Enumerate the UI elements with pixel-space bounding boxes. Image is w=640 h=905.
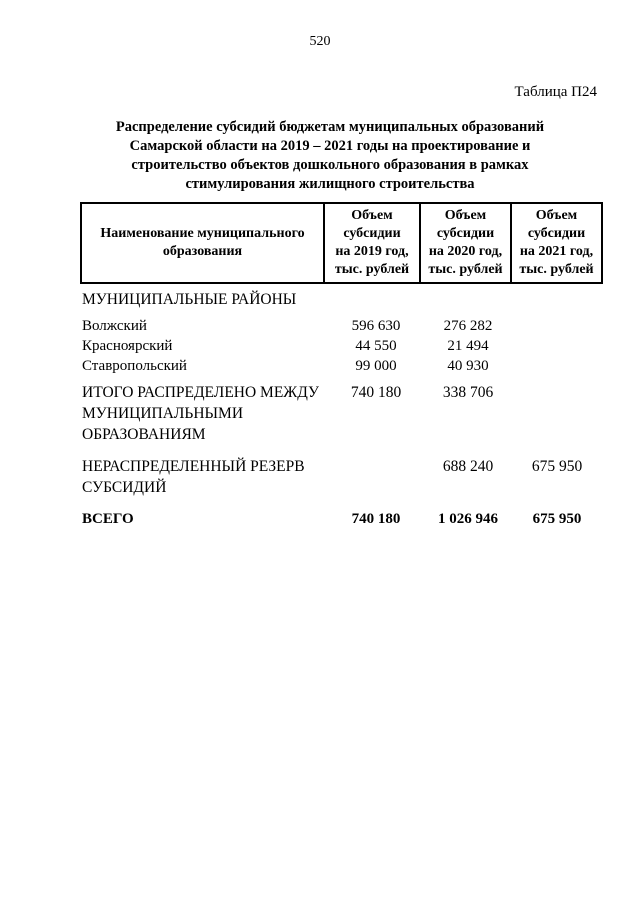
value-2020: 21 494 xyxy=(447,338,489,354)
page-number: 520 xyxy=(309,34,331,49)
row-name-line: ИТОГО РАСПРЕДЕЛЕНО МЕЖДУ xyxy=(82,384,319,401)
header-2021-column xyxy=(512,204,601,282)
header-text: субсидии xyxy=(343,226,401,241)
header-name-column xyxy=(82,204,325,282)
header-text: на 2019 год, xyxy=(335,244,409,259)
title-line: Самарской области на 2019 – 2021 годы на проектирование и xyxy=(129,138,531,154)
header-text: тыс. рублей xyxy=(519,262,594,277)
row-name: ВСЕГО xyxy=(82,511,134,527)
row-name xyxy=(82,456,332,498)
row-name-line: НЕРАСПРЕДЕЛЕННЫЙ РЕЗЕРВ xyxy=(82,458,305,475)
value-2020: 276 282 xyxy=(443,318,493,334)
row-name-line: СУБСИДИЙ xyxy=(82,479,167,496)
header-2019-column xyxy=(325,204,421,282)
value-2020: 338 706 xyxy=(442,384,494,401)
value-2019: 740 180 xyxy=(350,384,402,401)
header-text: на 2020 год, xyxy=(428,244,503,259)
row-name xyxy=(82,382,332,445)
header-text: субсидии xyxy=(527,226,586,241)
table-label: Таблица П24 xyxy=(514,84,597,100)
row-name-line: МУНИЦИПАЛЬНЫМИ xyxy=(82,405,244,422)
header-text: образования xyxy=(162,244,243,259)
row-name: Красноярский xyxy=(82,338,173,354)
value-2020: 688 240 xyxy=(442,458,494,475)
document-title xyxy=(80,118,580,194)
row-name: Ставропольский xyxy=(82,358,187,374)
header-text: субсидии xyxy=(436,226,495,241)
value-2021: 675 950 xyxy=(532,511,582,527)
header-text: Объем xyxy=(535,208,578,223)
title-line: Распределение субсидий бюджетам муниципальных образований xyxy=(115,119,545,135)
header-text: тыс. рублей xyxy=(428,262,503,277)
value-2020: 1 026 946 xyxy=(438,511,498,527)
header-2020-column xyxy=(421,204,512,282)
value-2021: 675 950 xyxy=(531,458,583,475)
header-text: Наименование муниципального xyxy=(100,226,305,241)
header-text: тыс. рублей xyxy=(334,262,410,277)
value-2019: 99 000 xyxy=(355,358,397,374)
header-text: Объем xyxy=(351,208,393,223)
value-2020: 40 930 xyxy=(447,358,489,374)
title-line: строительство объектов дошкольного образования в рамках xyxy=(131,157,529,173)
header-text: на 2021 год, xyxy=(519,244,594,259)
row-name: Волжский xyxy=(82,318,147,334)
title-line: стимулирования жилищного строительства xyxy=(185,176,475,192)
value-2019: 596 630 xyxy=(351,318,401,334)
header-text: Объем xyxy=(444,208,487,223)
table-header xyxy=(80,202,603,284)
value-2019: 740 180 xyxy=(351,511,401,527)
section-heading: МУНИЦИПАЛЬНЫЕ РАЙОНЫ xyxy=(82,291,297,308)
row-name-line: ОБРАЗОВАНИЯМ xyxy=(82,426,206,443)
value-2019: 44 550 xyxy=(355,338,397,354)
